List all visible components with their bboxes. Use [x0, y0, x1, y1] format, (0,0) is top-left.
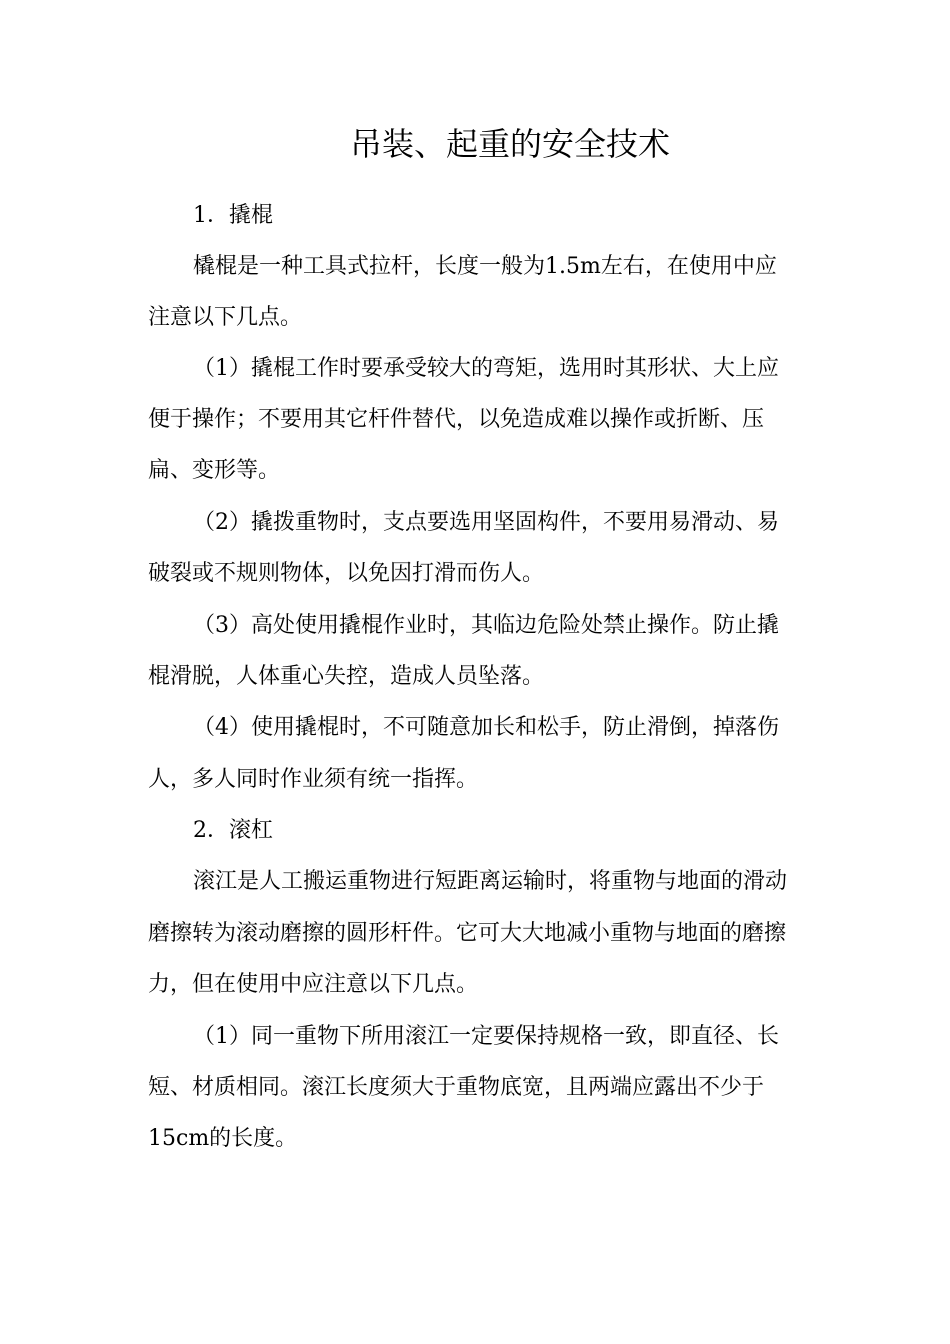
- page-title: 吊装、起重的安全技术: [349, 125, 670, 163]
- paragraph-line: 注意以下几点。: [148, 305, 303, 330]
- section-heading-prybar: 1．撬棍: [193, 203, 273, 228]
- paragraph-line: 15cm的长度。: [148, 1126, 298, 1151]
- paragraph-line: 人，多人同时作业须有统一指挥。: [148, 767, 479, 792]
- paragraph-line: 棍滑脱，人体重心失控，造成人员坠落。: [148, 664, 545, 689]
- list-item-line: （4）使用撬棍时，不可随意加长和松手，防止滑倒，掉落伤: [193, 715, 779, 740]
- paragraph-line: 短、材质相同。滚江长度须大于重物底宽，且两端应露出不少于: [148, 1075, 765, 1100]
- paragraph-line: 橇棍是一种工具式拉杆，长度一般为1.5m左右，在使用中应: [193, 254, 777, 279]
- section-heading-roller: 2．滚杠: [193, 818, 273, 843]
- list-item-line: （2）撬拨重物时，支点要选用坚固构件，不要用易滑动、易: [193, 510, 779, 535]
- paragraph-line: 破裂或不规则物体，以免因打滑而伤人。: [148, 561, 545, 586]
- paragraph-line: 磨擦转为滚动磨擦的圆形杆件。它可大大地减小重物与地面的磨擦: [148, 921, 787, 946]
- paragraph-line: 便于操作；不要用其它杆件替代，以免造成难以操作或折断、压: [148, 407, 765, 432]
- paragraph-line: 力，但在使用中应注意以下几点。: [148, 972, 479, 997]
- list-item-line: （1）撬棍工作时要承受较大的弯矩，选用时其形状、大上应: [193, 356, 779, 381]
- paragraph-line: 扁、变形等。: [148, 458, 281, 483]
- list-item-line: （1）同一重物下所用滚江一定要保持规格一致，即直径、长: [193, 1024, 779, 1049]
- paragraph-line: 滚江是人工搬运重物进行短距离运输时，将重物与地面的滑动: [193, 869, 788, 894]
- list-item-line: （3）高处使用撬棍作业时，其临边危险处禁止操作。防止撬: [193, 613, 779, 638]
